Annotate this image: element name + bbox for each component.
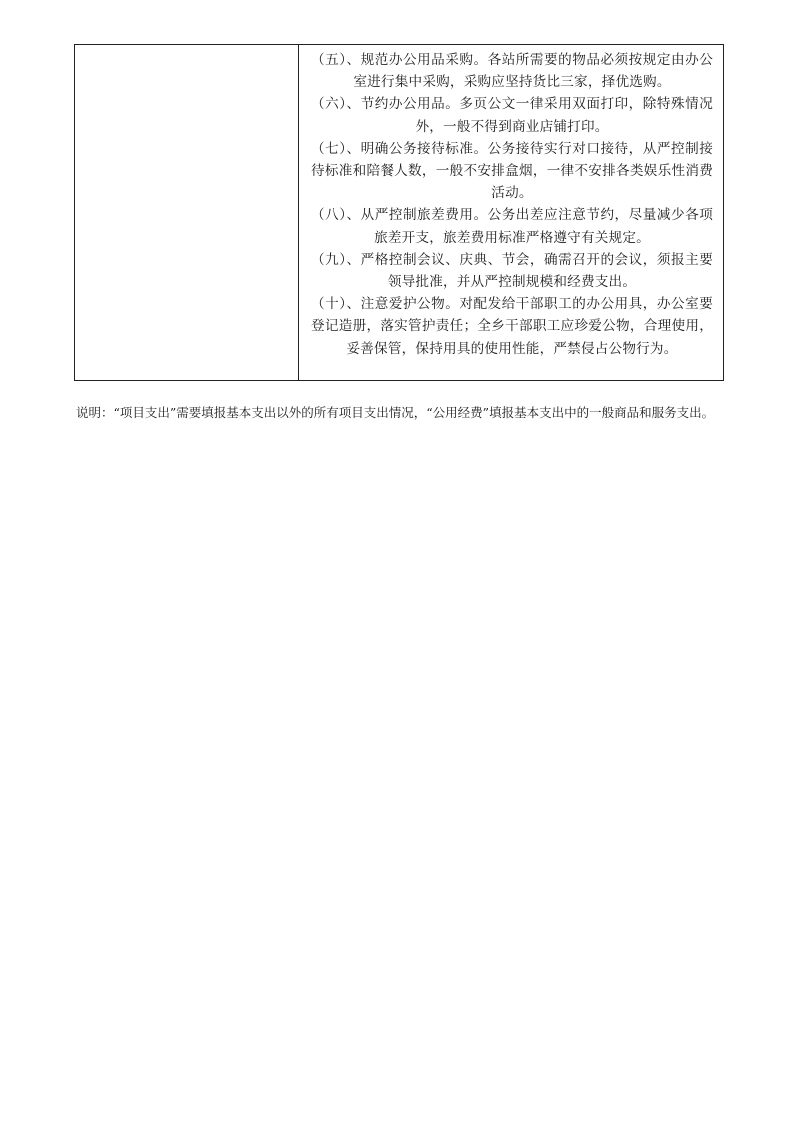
table-left-cell <box>75 45 299 381</box>
footnote-explanation: 说明：“项目支出”需要填报基本支出以外的所有项目支出情况，“公用经费”填报基本支出中的一般商品和服务支出。 <box>76 405 715 420</box>
measure-item-8: （八）、从严控制旅差费用。公务出差应注意节约，尽量减少各项旅差开支，旅差费用标准严格遵守有关规定。 <box>311 207 713 246</box>
measures-table <box>74 44 724 381</box>
measures-content <box>299 45 723 360</box>
table-right-cell <box>299 45 724 381</box>
measure-item-5: （五）、规范办公用品采购。各站所需要的物品必须按规定由办公室进行集中采购，采购应坚持货比三家，择优选购。 <box>311 52 713 91</box>
measure-item-10: （十）、注意爱护公物。对配发给干部职工的办公用具，办公室要登记造册，落实管护责任；全乡干部职工应珍爱公物，合理使用，妥善保管，保持用具的使用性能，严禁侵占公物行为。 <box>311 296 713 357</box>
table-row <box>75 45 724 381</box>
measure-item-9: （九）、严格控制会议、庆典、节会，确需召开的会议，须报主要领导批准，并从严控制规模和经费支出。 <box>311 251 713 291</box>
measure-item-7: （七）、明确公务接待标准。公务接待实行对口接待，从严控制接待标准和陪餐人数，一般不安排盒烟，一律不安排各类娱乐性消费活动。 <box>311 140 713 202</box>
measure-item-6: （六）、节约办公用品。多页公文一律采用双面打印，除特殊情况外，一般不得到商业店铺打印。 <box>311 96 713 135</box>
